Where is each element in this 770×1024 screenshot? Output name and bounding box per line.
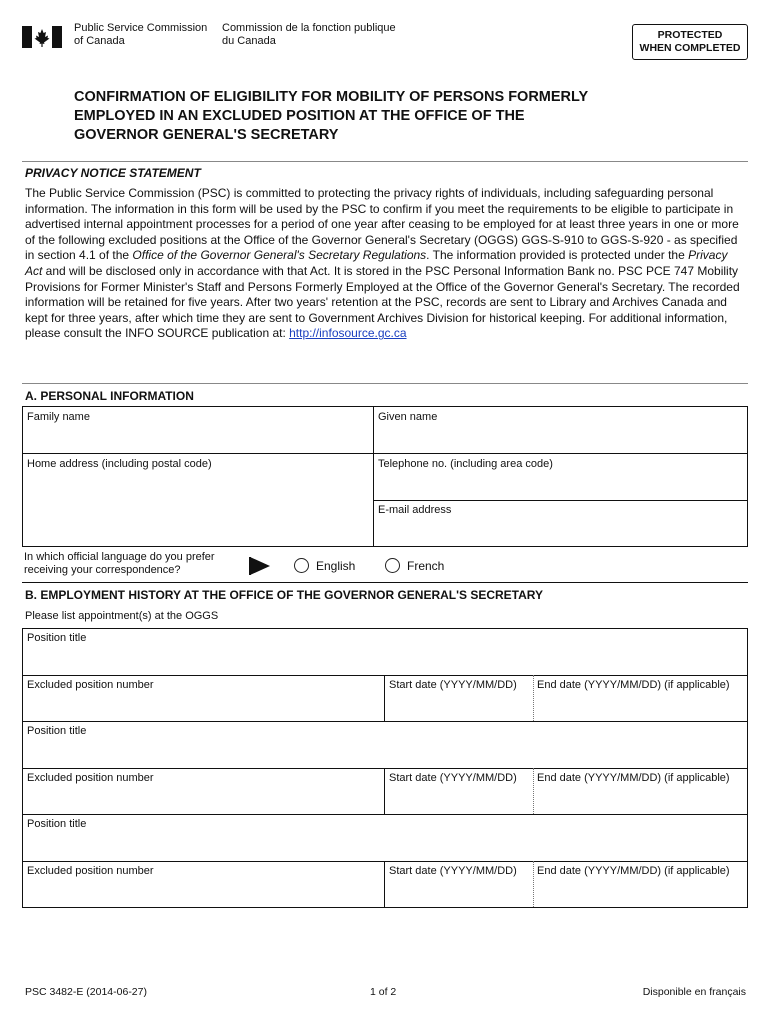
divider <box>533 861 534 907</box>
divider <box>23 721 747 722</box>
title-line: EMPLOYED IN AN EXCLUDED POSITION AT THE OFFICE OF THE <box>74 108 525 124</box>
end-date-field[interactable]: End date (YYYY/MM/DD) (if applicable) <box>537 772 730 784</box>
position-title-field[interactable]: Position title <box>27 725 87 737</box>
form-title <box>74 88 634 145</box>
english-radio[interactable] <box>294 558 309 573</box>
telephone-field[interactable]: Telephone no. (including area code) <box>378 458 553 470</box>
language-question-line: receiving your correspondence? <box>24 564 181 576</box>
page-number: 1 of 2 <box>370 986 397 998</box>
privacy-text: The Public Service Commission (PSC) is committed to protecting the privacy rights of individuals, including safeguarding personal information. The information in this form will be used by the PSC to confirm if you meet the requirements to be eligible to participate in advertised internal appointment processes for a period of one year after ceasing to be employed for at least three years in one or more of the following excluded positions at the Office of the Governor General's Secretary (OGGS) GGS-S-910 to GGS-S-920 - as specified in section 4.1 of the <box>25 186 739 263</box>
divider <box>23 453 747 454</box>
divider <box>384 675 385 721</box>
title-line: GOVERNOR GENERAL'S SECRETARY <box>74 127 339 143</box>
divider <box>373 407 374 547</box>
divider <box>23 861 747 862</box>
personal-info-box <box>22 406 748 547</box>
dept-fr-line: Commission de la fonction publique <box>222 22 396 34</box>
privacy-text-italic: Privacy Act <box>25 248 728 278</box>
title-line: CONFIRMATION OF ELIGIBILITY FOR MOBILITY OF PERSONS FORMERLY <box>74 89 589 105</box>
start-date-field[interactable]: Start date (YYYY/MM/DD) <box>389 679 517 691</box>
divider <box>22 582 748 583</box>
position-title-field[interactable]: Position title <box>27 818 87 830</box>
divider <box>384 768 385 814</box>
home-address-field[interactable]: Home address (including postal code) <box>27 458 212 470</box>
divider <box>384 861 385 907</box>
section-b-heading: B. EMPLOYMENT HISTORY AT THE OFFICE OF THE GOVERNOR GENERAL'S SECRETARY <box>25 588 543 602</box>
excluded-position-number-field[interactable]: Excluded position number <box>27 865 154 877</box>
given-name-field[interactable]: Given name <box>378 411 438 423</box>
dept-fr-line: du Canada <box>222 35 276 47</box>
section-a-heading: A. PERSONAL INFORMATION <box>25 389 194 403</box>
divider <box>533 768 534 814</box>
divider <box>23 814 747 815</box>
arrow-pointer-icon <box>248 555 272 577</box>
divider <box>533 675 534 721</box>
french-radio[interactable] <box>385 558 400 573</box>
divider <box>23 768 747 769</box>
form-number: PSC 3482-E (2014-06-27) <box>25 986 147 998</box>
excluded-position-number-field[interactable]: Excluded position number <box>27 772 154 784</box>
end-date-field[interactable]: End date (YYYY/MM/DD) (if applicable) <box>537 679 730 691</box>
protected-line: WHEN COMPLETED <box>639 42 741 54</box>
privacy-notice <box>25 186 747 342</box>
department-name-en <box>74 22 207 48</box>
language-question-line: In which official language do you prefer <box>24 551 215 563</box>
privacy-text: . The information provided is protected under the <box>426 248 689 263</box>
french-label: French <box>407 559 445 573</box>
privacy-text: and will be disclosed only in accordance with that Act. It is stored in the PSC Personal Information Bank no. PSC PCE 747 Mobility Provisions for Former Minister's Staff and Persons Formerly Employed at the Office of the Governor General's Secretary. The recorded information will be retained for five years. After two years' retention at the PSC, records are sent to Library and Archives Canada and kept for three years, after which time they are sent to Government Archives Division for historical keeping. For additional information, please consult the INFO SOURCE publication at: <box>25 263 740 341</box>
dept-en-line: Public Service Commission <box>74 22 208 34</box>
infosource-link[interactable]: http://infosource.gc.ca <box>289 326 407 341</box>
end-date-field[interactable]: End date (YYYY/MM/DD) (if applicable) <box>537 865 730 877</box>
french-available-note: Disponible en français <box>642 986 746 998</box>
appointments-instruction: Please list appointment(s) at the OGGS <box>25 610 219 622</box>
protected-badge <box>632 24 748 60</box>
excluded-position-number-field[interactable]: Excluded position number <box>27 679 154 691</box>
divider <box>23 675 747 676</box>
divider <box>22 383 748 384</box>
family-name-field[interactable]: Family name <box>27 411 90 423</box>
employment-history-box <box>22 628 748 908</box>
divider <box>373 500 747 501</box>
start-date-field[interactable]: Start date (YYYY/MM/DD) <box>389 772 517 784</box>
privacy-text-italic: Office of the Governor General's Secretary Regulations <box>132 248 427 263</box>
protected-line: PROTECTED <box>657 29 723 41</box>
privacy-heading: PRIVACY NOTICE STATEMENT <box>25 166 201 180</box>
english-label: English <box>316 559 356 573</box>
department-name-fr <box>222 22 396 48</box>
email-field[interactable]: E-mail address <box>378 504 452 516</box>
language-question <box>24 551 215 577</box>
form-header <box>22 22 748 62</box>
start-date-field[interactable]: Start date (YYYY/MM/DD) <box>389 865 517 877</box>
position-title-field[interactable]: Position title <box>27 632 87 644</box>
divider <box>22 161 748 162</box>
dept-en-line: of Canada <box>74 35 125 47</box>
canada-flag-icon <box>22 26 62 48</box>
